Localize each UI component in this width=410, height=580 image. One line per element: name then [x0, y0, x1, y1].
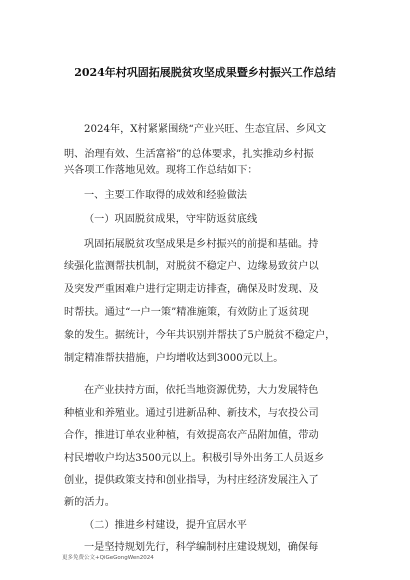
paragraph-line: 巩固拓展脱贫攻坚成果是乡村振兴的前提和基础。持	[84, 239, 319, 250]
paragraph-line: 种植业和养殖业。通过引进新品种、新技术，与农投公司	[64, 408, 319, 419]
paragraph-line: 续强化监测帮扶机制，对脱贫不稳定户、边缘易致贫户以	[64, 261, 319, 272]
subsection-heading: （一）巩固脱贫成果，守牢防返贫底线	[84, 214, 258, 225]
paragraph-line: 村民增收户均达3500元以上。积极引导外出务工人员返乡	[64, 453, 325, 464]
paragraph-line: 创业，提供政策支持和创业指导，为村庄经济发展注入了	[64, 475, 319, 486]
paragraph-line: 制定精准帮扶措施，户均增收达到3000元以上。	[64, 353, 284, 364]
paragraph-line: 一是坚持规划先行，科学编制村庄建设规划，确保每	[84, 542, 319, 553]
paragraph-line: 时帮扶。通过“一户一策”精准施策，有效防止了返贫现	[64, 307, 309, 318]
paragraph-line: 在产业扶持方面，依托当地资源优势，大力发展特色	[84, 385, 319, 396]
paragraph-line: 象的发生。据统计，今年共识别并帮扶了5户脱贫不稳定户，	[64, 330, 336, 341]
paragraph-line: 合作，推进订单农业种植，有效提高农产品附加值，带动	[64, 430, 319, 441]
footer-note: 更多免费公文+QiGeGongWen2024	[62, 555, 154, 561]
paragraph-line: 明、治理有效、生活富裕”的总体要求，扎实推动乡村振	[64, 149, 314, 160]
paragraph-line: 及突发严重困难户进行定期走访排查，确保及时发现、及	[64, 284, 319, 295]
document-title: 2024年村巩固拓展脱贫攻坚成果暨乡村振兴工作总结	[74, 66, 336, 79]
paragraph-line: 2024年，X村紧紧围绕“产业兴旺、生态宜居、乡风文	[84, 124, 327, 135]
subsection-heading: （二）推进乡村建设，提升宜居水平	[84, 520, 247, 531]
section-heading: 一、主要工作取得的成效和经验做法	[84, 190, 247, 201]
paragraph-line: 新的活力。	[64, 497, 115, 508]
paragraph-line: 兴各项工作落地见效。现将工作总结如下：	[64, 165, 258, 176]
